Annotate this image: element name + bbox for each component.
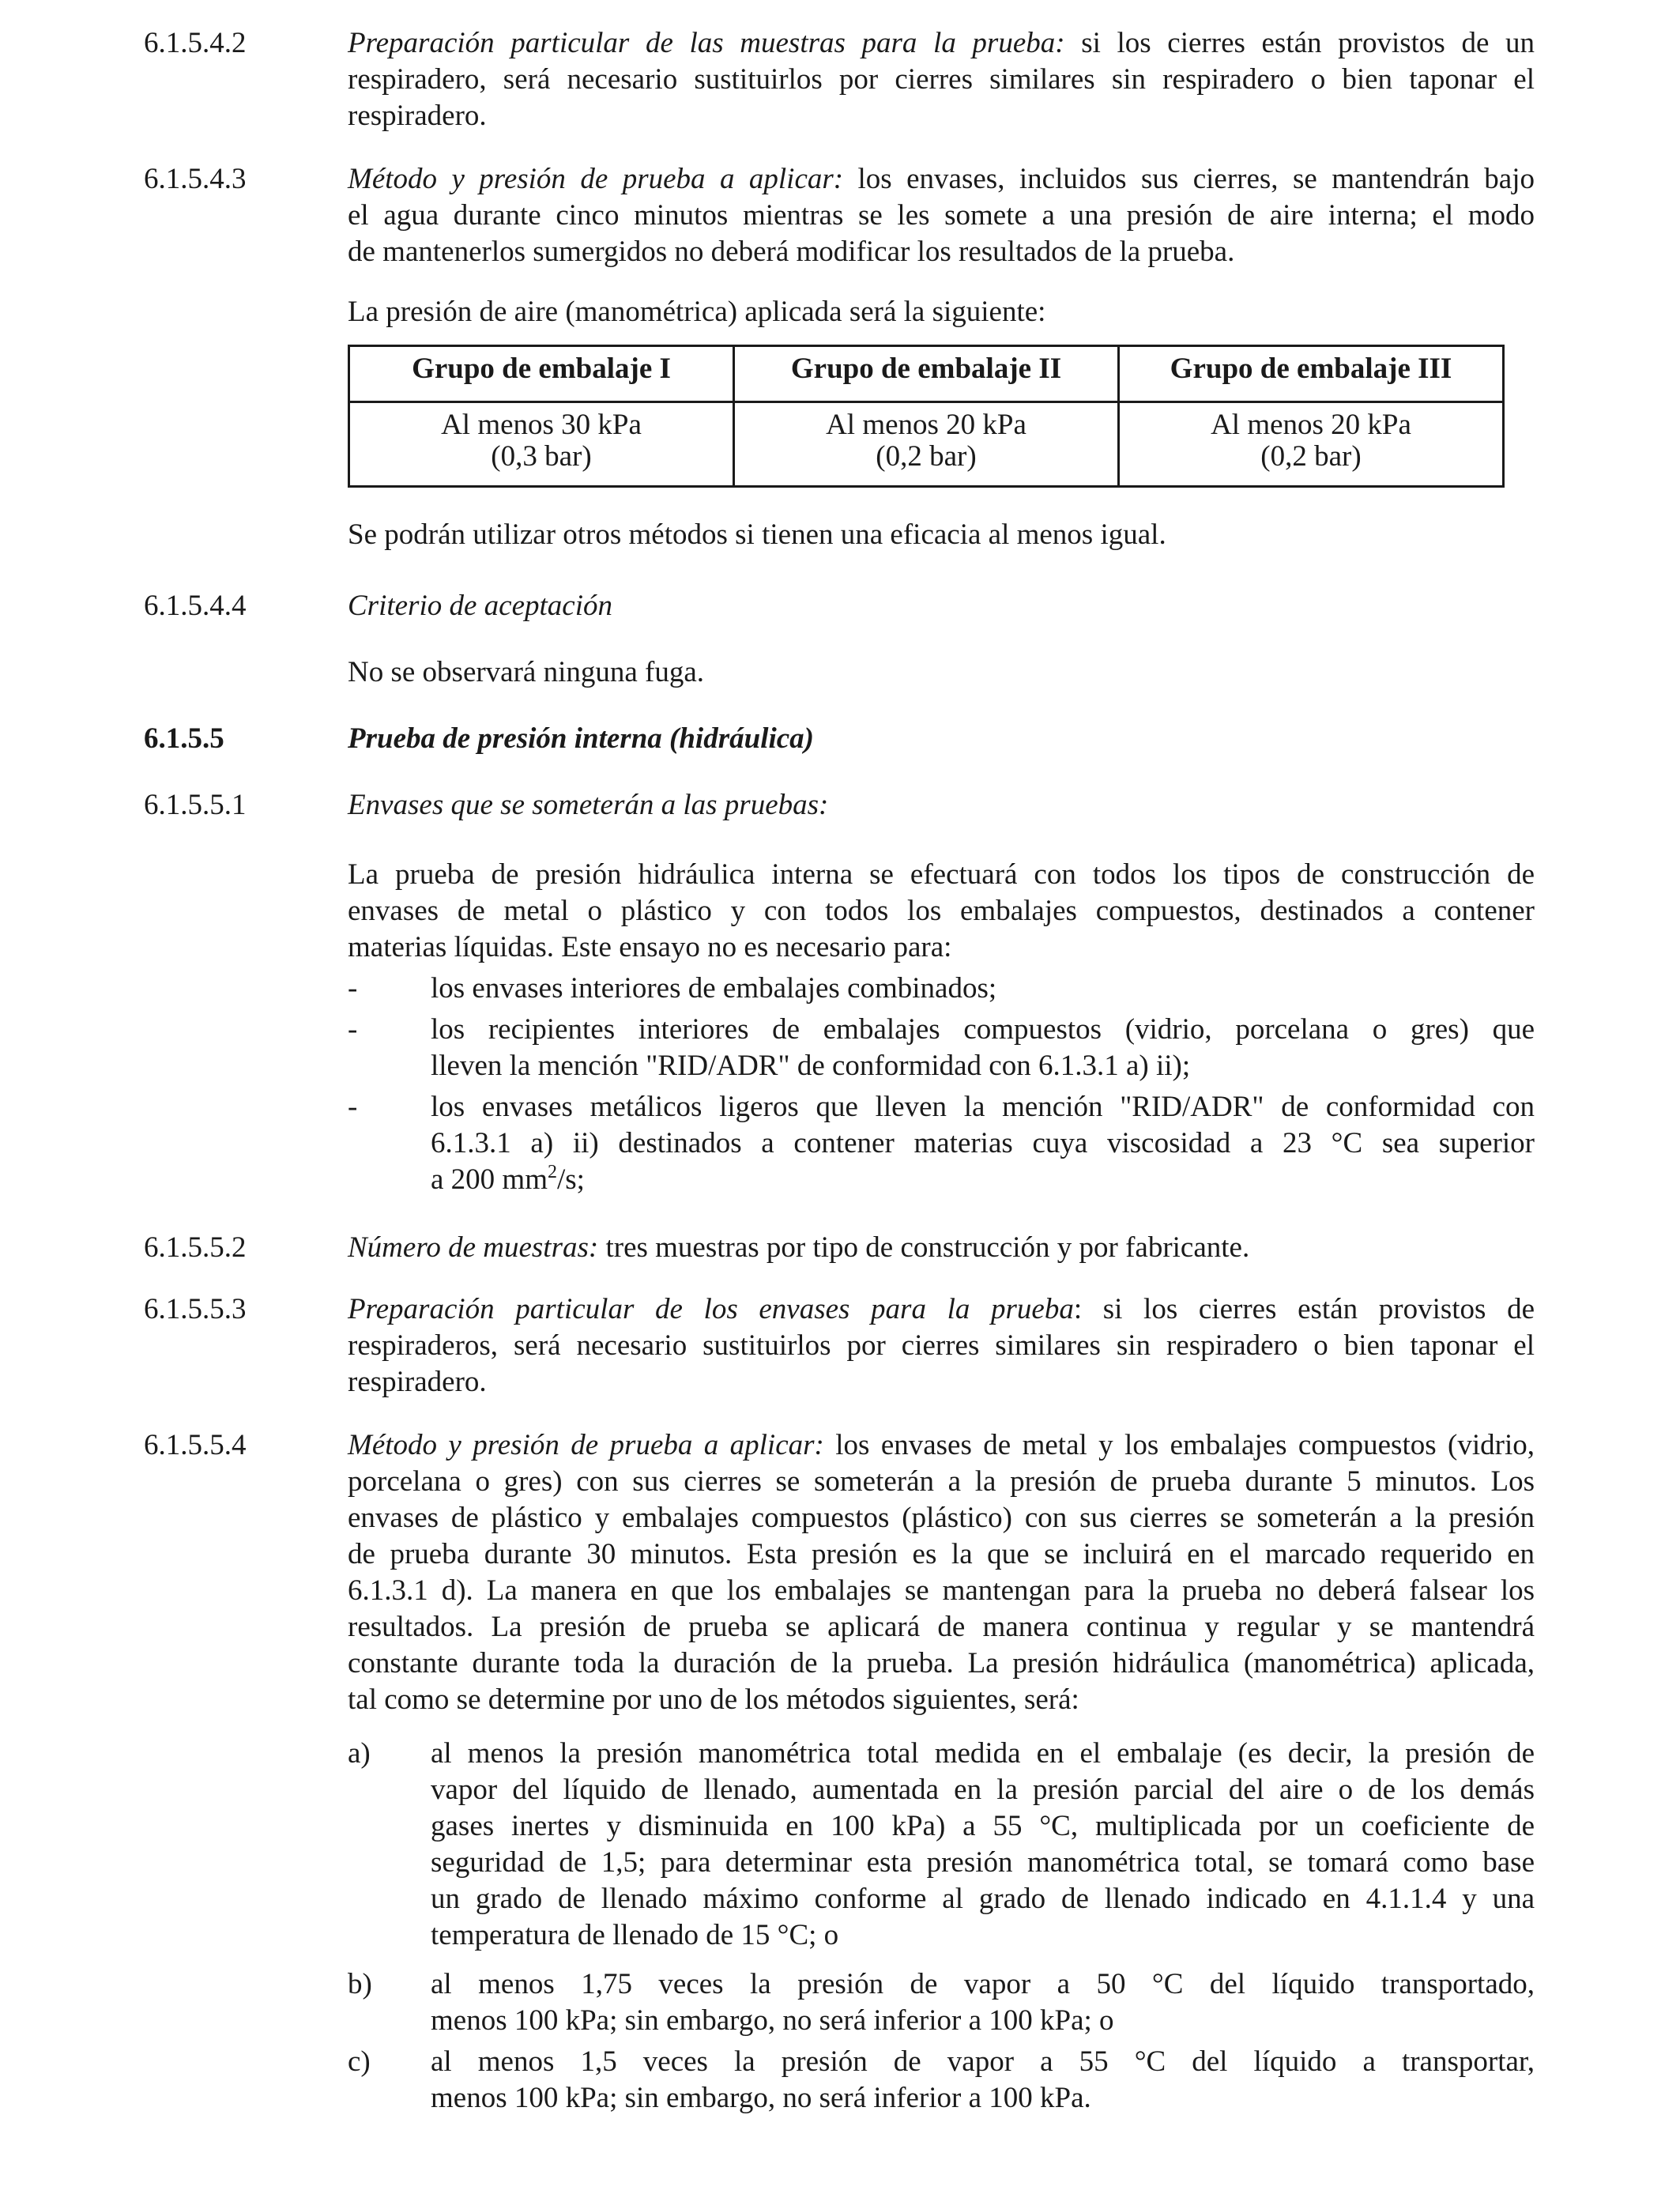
section-number: 6.1.5.4.4 [144, 590, 247, 622]
list-text: 6.1.3.1 a) ii) destinados a contener materias cuya viscosidad a 23 °C sea superior [431, 1127, 1535, 1159]
section-6-1-5-5-1 [144, 787, 1535, 1214]
list-text: al menos 1,75 veces la presión de vapor a 50 °C del líquido transportado, [431, 1968, 1535, 2000]
section-6-1-5-5-3 [144, 1291, 1535, 1402]
section-line: La prueba de presión hidráulica interna se efectuará con todos los tipos de construcción de [348, 858, 1535, 891]
table-cell [349, 402, 734, 487]
list-marker: a) [348, 1737, 371, 1770]
section-lead: Envases que se someterán a las pruebas: [348, 789, 829, 821]
list-dash: - [348, 1091, 358, 1123]
cell-kpa: Al menos 30 kPa [441, 409, 642, 441]
section-text: tres muestras por tipo de construcción y por fabricante. [598, 1231, 1250, 1264]
section-lead: Preparación particular de los envases para la prueba [348, 1293, 1074, 1325]
list-text: los envases metálicos ligeros que lleven la mención "RID/ADR" de conformidad con [431, 1091, 1535, 1123]
section-number: 6.1.5.5.1 [144, 789, 247, 821]
list-text-part: /s; [556, 1163, 585, 1196]
list-text: un grado de llenado máximo conforme al grado de llenado indicado en 4.1.1.4 y una [431, 1883, 1535, 1915]
table-cell [734, 402, 1119, 487]
section-text: : si los cierres están provistos de [1073, 1293, 1535, 1325]
list-text: lleven la mención "RID/ADR" de conformidad con 6.1.3.1 a) ii); [431, 1050, 1191, 1082]
section-number: 6.1.5.5.2 [144, 1231, 247, 1264]
list-marker: c) [348, 2045, 371, 2078]
cell-kpa: Al menos 20 kPa [1211, 409, 1411, 441]
list-dash: - [348, 1013, 358, 1046]
list-dash: - [348, 972, 358, 1005]
superscript: 2 [547, 1162, 557, 1182]
table-row [349, 402, 1504, 487]
section-lead: Método y presión de prueba a aplicar: [348, 1429, 824, 1461]
section-line: respiradero. [348, 100, 487, 132]
section-number: 6.1.5.4.2 [144, 27, 247, 59]
section-6-1-5-4-4 [144, 588, 1535, 691]
section-6-1-5-5-2 [144, 1230, 1535, 1266]
list-text [431, 1162, 1535, 1198]
list-marker: b) [348, 1968, 372, 2000]
section-text: si los cierres están provistos de un [1064, 27, 1535, 59]
section-6-1-5-4-2 [144, 25, 1535, 136]
list-text: al menos la presión manométrica total medida en el embalaje (es decir, la presión de [431, 1737, 1535, 1770]
section-line: tal como se determine por uno de los métodos siguientes, será: [348, 1683, 1079, 1716]
pressure-table [348, 345, 1505, 488]
section-number: 6.1.5.5.3 [144, 1293, 247, 1325]
section-lead: Método y presión de prueba a aplicar: [348, 163, 844, 195]
list-text: vapor del líquido de llenado, aumentada en la presión parcial del aire o de los demás [431, 1774, 1535, 1806]
table-cell [1119, 402, 1504, 487]
table-intro: La presión de aire (manométrica) aplicada será la siguiente: [348, 296, 1046, 328]
section-line [348, 1230, 1535, 1266]
section-number: 6.1.5.5.4 [144, 1429, 247, 1461]
section-line: respiradero. [348, 1366, 487, 1398]
section-text: los envases, incluidos sus cierres, se mantendrán bajo [843, 163, 1535, 195]
section-line: de prueba durante 30 minutos. Esta presión es la que se incluirá en el marcado requerido en [348, 1538, 1535, 1570]
section-line: envases de metal o plástico y con todos los embalajes compuestos, destinados a contener [348, 895, 1535, 927]
cell-kpa: Al menos 20 kPa [826, 409, 1026, 441]
list-text: seguridad de 1,5; para determinar esta presión manométrica total, se tomará como base [431, 1846, 1535, 1879]
section-line: 6.1.3.1 d). La manera en que los embalajes se mantengan para la prueba no deberá falsear los [348, 1574, 1535, 1607]
section-number: 6.1.5.4.3 [144, 163, 247, 195]
cell-bar: (0,3 bar) [491, 440, 592, 473]
section-lead: Criterio de aceptación [348, 590, 612, 622]
list-text: los recipientes interiores de embalajes compuestos (vidrio, porcelana o gres) que [431, 1013, 1535, 1046]
section-line [348, 161, 1535, 198]
table-header-cell: Grupo de embalaje III [1119, 346, 1504, 402]
list-text-part: a 200 mm [431, 1163, 548, 1196]
list-text: menos 100 kPa; sin embargo, no será inferior a 100 kPa. [431, 2082, 1091, 2114]
table-header-row [349, 346, 1504, 402]
section-line: respiraderos, será necesario sustituirlos por cierres similares sin respiradero o bien taponar el [348, 1329, 1535, 1362]
section-lead: Preparación particular de las muestras para la prueba: [348, 27, 1065, 59]
list-text: temperatura de llenado de 15 °C; o [431, 1919, 839, 1951]
table-header-cell: Grupo de embalaje II [734, 346, 1119, 402]
section-line: materias líquidas. Este ensayo no es necesario para: [348, 931, 952, 963]
cell-bar: (0,2 bar) [876, 440, 977, 473]
section-line: de mantenerlos sumergidos no deberá modificar los resultados de la prueba. [348, 236, 1235, 268]
section-6-1-5-5 [144, 721, 1535, 757]
section-number: 6.1.5.5 [144, 722, 224, 755]
section-line: resultados. La presión de prueba se aplicará de manera continua y regular y se mantendrá [348, 1611, 1535, 1643]
list-text: los envases interiores de embalajes combinados; [431, 972, 997, 1005]
section-line: respiradero, será necesario sustituirlos por cierres similares sin respiradero o bien taponar el [348, 63, 1535, 96]
section-text: No se observará ninguna fuga. [348, 656, 705, 688]
section-note: Se podrán utilizar otros métodos si tienen una eficacia al menos igual. [348, 518, 1166, 551]
section-line [348, 1291, 1535, 1328]
section-line: porcelana o gres) con sus cierres se someterán a la presión de prueba durante 5 minutos. Los [348, 1465, 1535, 1498]
section-6-1-5-5-4 [144, 1427, 1535, 2123]
section-text: los envases de metal y los embalajes compuestos (vidrio, [823, 1429, 1535, 1461]
list-text: al menos 1,5 veces la presión de vapor a 55 °C del líquido a transportar, [431, 2045, 1535, 2078]
table-header-cell: Grupo de embalaje I [349, 346, 734, 402]
section-line: constante durante toda la duración de la prueba. La presión hidráulica (manométrica) aplicada, [348, 1647, 1535, 1679]
list-text: gases inertes y disminuida en 100 kPa) a 55 °C, multiplicada por un coeficiente de [431, 1810, 1535, 1842]
section-line: envases de plástico y embalajes compuestos (plástico) con sus cierres se someterán a la presión [348, 1502, 1535, 1534]
section-lead: Número de muestras: [348, 1231, 599, 1264]
section-title: Prueba de presión interna (hidráulica) [348, 722, 814, 755]
section-line [348, 1427, 1535, 1464]
section-line [348, 25, 1535, 62]
section-line: el agua durante cinco minutos mientras se les somete a una presión de aire interna; el modo [348, 199, 1535, 232]
list-text: menos 100 kPa; sin embargo, no será inferior a 100 kPa; o [431, 2004, 1114, 2037]
cell-bar: (0,2 bar) [1260, 440, 1362, 473]
